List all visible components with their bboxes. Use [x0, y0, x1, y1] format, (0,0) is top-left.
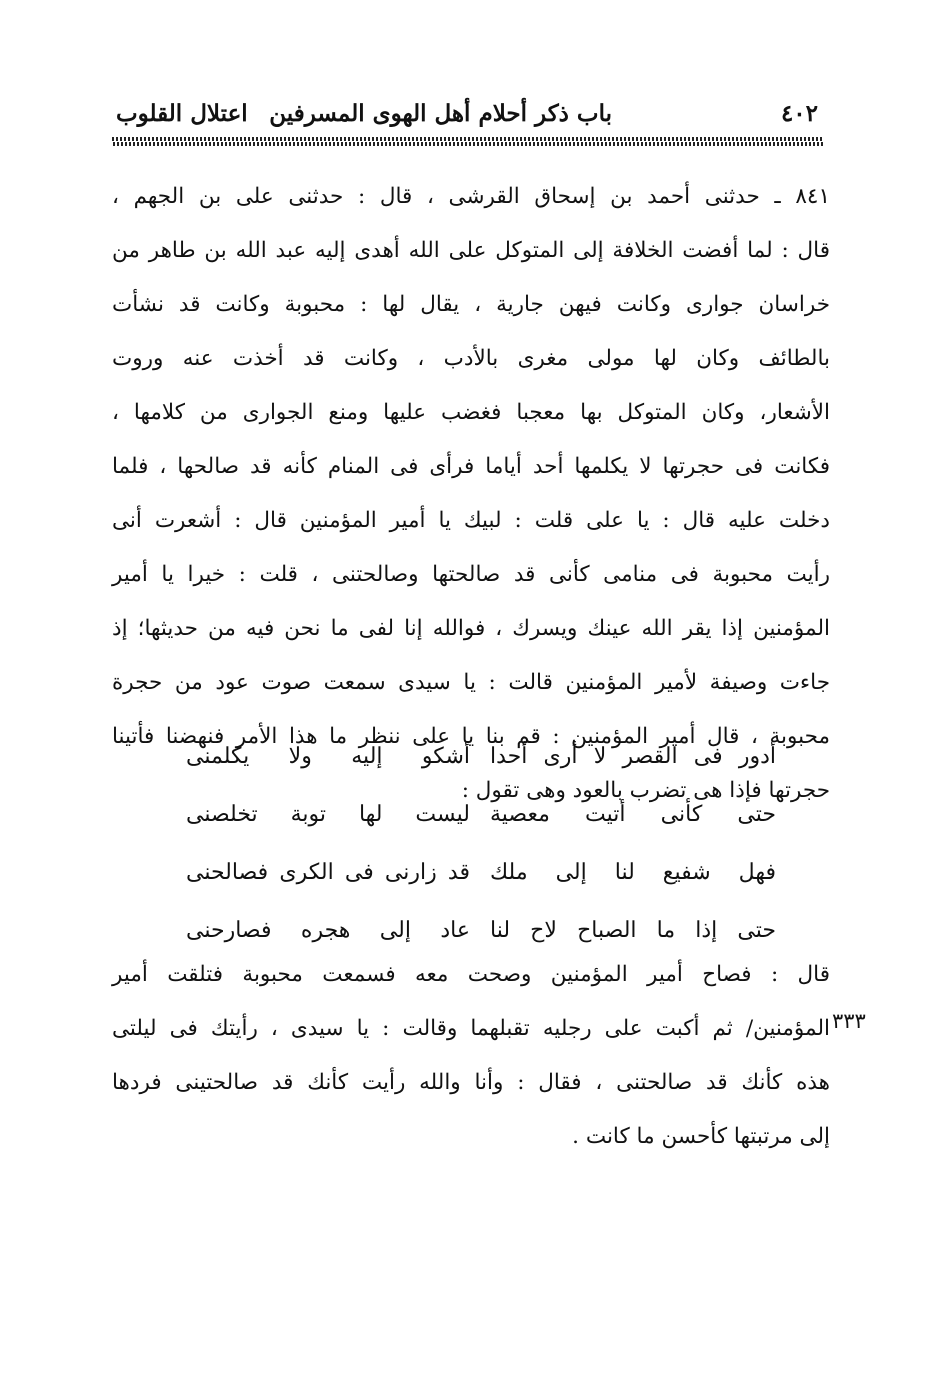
poem-block	[180, 728, 776, 960]
prose-line: فكانت فى حجرتها لا يكلمها أحد أياما فرأى فى المنام كأنه قد صالحها ، فلما	[112, 454, 830, 479]
poem-verse	[180, 844, 776, 902]
running-header	[112, 100, 824, 134]
verse-first-hemistich: حتى كأنى أتيت معصية	[490, 802, 776, 827]
prose-line: بالطائف وكان لها مولى مغرى بالأدب ، وكانت قد أخذت عنه وروت	[112, 346, 830, 371]
verse-second-hemistich: أشكو إليه ولا يكلمنى	[186, 744, 470, 769]
verse-first-hemistich: فهل شفيع لنا إلى ملك	[490, 860, 776, 885]
prose-block	[112, 170, 830, 818]
prose-line: إلى مرتبتها كأحسن ما كانت .	[572, 1124, 830, 1149]
chapter-title: باب ذكر أحلام أهل الهوى المسرفين	[269, 100, 612, 127]
prose-line: المؤمنين إذا يقر الله عينك ويسرك ، فوالله إنا لفى ما نحن فيه من حديثها؛ إذ	[112, 616, 830, 641]
verse-first-hemistich: أدور فى القصر لا أرى أحدا	[490, 744, 776, 769]
margin-folio-number: ٣٣٣	[832, 1009, 866, 1033]
prose-line: حجرتها فإذا هى تضرب بالعود وهى تقول :	[461, 778, 830, 803]
decorative-header-rule	[112, 136, 824, 148]
prose-line: محبوبة ، قال أمير المؤمنين : قم بنا يا على ننظر ما هذا الأمر فنهضنا فأتينا	[112, 724, 830, 749]
book-title: اعتلال القلوب	[116, 100, 248, 127]
page-number: ٤٠٢	[780, 100, 818, 127]
poem-verse	[180, 786, 776, 844]
prose-line: الأشعار، وكان المتوكل بها معجبا فغضب عليها ومنع الجوارى من كلامها ،	[112, 400, 830, 425]
verse-second-hemistich: ليست لها توبة تخلصنى	[186, 802, 470, 827]
poem-verse	[180, 728, 776, 786]
prose-line: خراسان جوارى وكانت فيهن جارية ، يقال لها : محبوبة وكانت قد نشأت	[112, 292, 830, 317]
verse-second-hemistich: عاد إلى هجره فصارحنى	[186, 918, 470, 943]
prose-line: هذه كأنك قد صالحتنى ، فقال : وأنا والله رأيت كأنك قد صالحتينى فردها	[112, 1070, 830, 1095]
prose-line: ٨٤١ ـ حدثنى أحمد بن إسحاق القرشى ، قال : حدثنى على بن الجهم ،	[112, 184, 830, 209]
prose-line: جاءت وصيفة لأمير المؤمنين قالت : يا سيدى سمعت صوت عود من حجرة	[112, 670, 830, 695]
prose-line: رأيت محبوبة فى منامى كأنى قد صالحتها وصالحتنى ، قلت : خيرا يا أمير	[112, 562, 830, 587]
prose-block-after-poem	[112, 948, 830, 1164]
prose-line: المؤمنين/ ثم أكبت على رجليه تقبلهما وقالت : يا سيدى ، رأيتك فى ليلتى	[112, 1016, 830, 1041]
verse-second-hemistich: قد زارنى فى الكرى فصالحنى	[186, 860, 470, 885]
prose-line: قال : فصاح أمير المؤمنين وصحت معه فسمعت محبوبة فتلقت أمير	[112, 962, 830, 987]
verse-first-hemistich: حتى إذا ما الصباح لاح لنا	[490, 918, 776, 943]
prose-line: قال : لما أفضت الخلافة إلى المتوكل على الله أهدى إليه عبد الله بن طاهر من	[112, 238, 830, 263]
prose-line: دخلت عليه قال : يا على قلت : لبيك يا أمير المؤمنين قال : أشعرت أنى	[112, 508, 830, 533]
